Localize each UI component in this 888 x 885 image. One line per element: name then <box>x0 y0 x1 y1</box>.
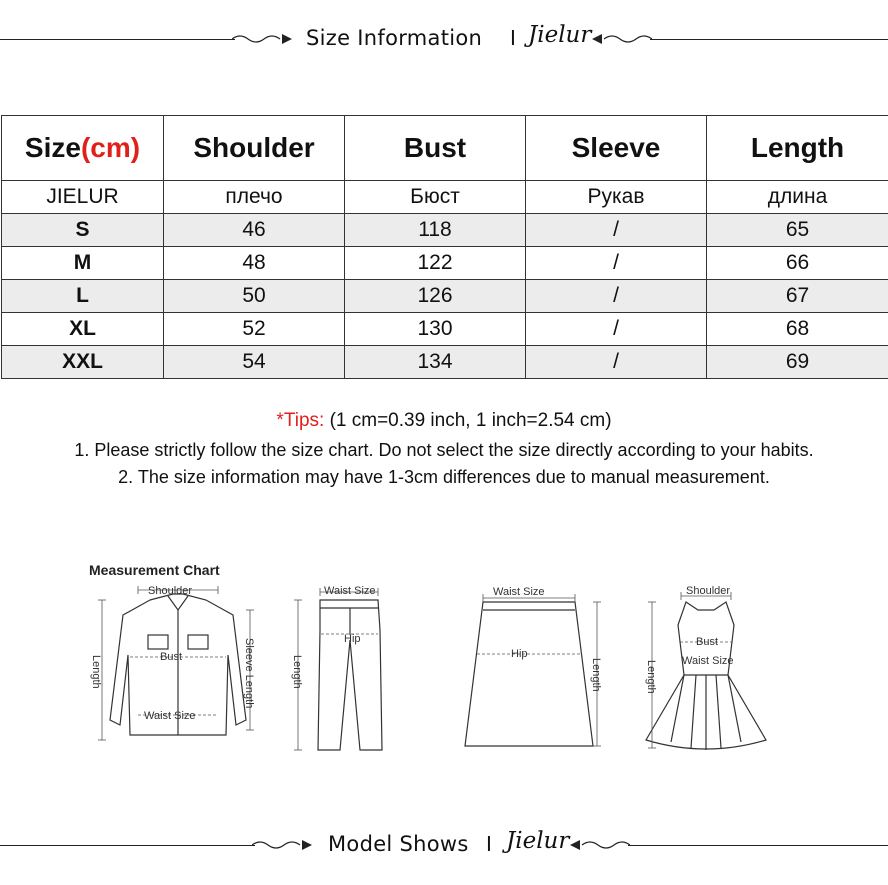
tips-heading <box>0 410 888 432</box>
dress-diagram <box>636 580 776 755</box>
header-banner <box>0 20 888 60</box>
flourish-right-icon <box>570 836 630 856</box>
flourish-left-icon <box>232 30 292 50</box>
banner-title: Model Shows <box>328 832 469 856</box>
banner-separator: I <box>510 26 516 50</box>
table-cell: Бюст <box>345 181 526 214</box>
dress-length-label: Length <box>645 660 657 694</box>
banner-line-left <box>0 39 235 40</box>
tips-conversion: (1 cm=0.39 inch, 1 inch=2.54 cm) <box>324 410 612 431</box>
table-row <box>2 280 888 313</box>
pants-hip-label: Hip <box>344 633 361 645</box>
footer-banner <box>0 826 888 866</box>
table-row <box>2 346 888 379</box>
table-cell: длина <box>707 181 888 214</box>
dress-waist-label: Waist Size <box>682 655 734 667</box>
table-cell: JIELUR <box>2 181 164 214</box>
table-cell: 69 <box>707 346 888 379</box>
shirt-diagram <box>88 580 268 750</box>
size-table <box>1 115 888 379</box>
table-cell: XL <box>2 313 164 346</box>
header-length: Length <box>707 116 888 181</box>
table-row <box>2 214 888 247</box>
banner-separator: I <box>486 832 492 856</box>
table-row <box>2 247 888 280</box>
header-bust: Bust <box>345 116 526 181</box>
header-size: Size(cm) <box>2 116 164 181</box>
shirt-waist-label: Waist Size <box>144 710 196 722</box>
skirt-hip-label: Hip <box>511 648 528 660</box>
header-sleeve: Sleeve <box>526 116 707 181</box>
shirt-bust-label: Bust <box>160 651 183 663</box>
table-header-row <box>2 116 888 181</box>
banner-line-right <box>628 845 888 846</box>
flourish-left-icon <box>252 836 312 856</box>
table-cell: 65 <box>707 214 888 247</box>
pants-length-label: Length <box>291 655 303 689</box>
table-cell: 134 <box>345 346 526 379</box>
shirt-length-label: Length <box>90 655 102 689</box>
measurement-chart-title: Measurement Chart <box>89 562 220 578</box>
table-cell: / <box>526 313 707 346</box>
table-cell: плечо <box>164 181 345 214</box>
skirt-diagram <box>455 578 605 753</box>
table-cell: / <box>526 247 707 280</box>
table-cell: / <box>526 214 707 247</box>
table-cell: 52 <box>164 313 345 346</box>
table-cell: S <box>2 214 164 247</box>
table-cell: 66 <box>707 247 888 280</box>
skirt-waist-label: Waist Size <box>493 586 545 598</box>
banner-brand: Jielur <box>506 828 570 854</box>
table-cell: 54 <box>164 346 345 379</box>
table-cell: / <box>526 280 707 313</box>
table-cell: M <box>2 247 164 280</box>
tips-label: *Tips: <box>276 410 325 431</box>
table-cell: 118 <box>345 214 526 247</box>
table-cell: 67 <box>707 280 888 313</box>
table-cell: 126 <box>345 280 526 313</box>
tips-line-2: 2. The size information may have 1-3cm differences due to manual measurement. <box>118 467 770 487</box>
table-cell: 50 <box>164 280 345 313</box>
table-cell: L <box>2 280 164 313</box>
table-cell: 122 <box>345 247 526 280</box>
table-cell: XXL <box>2 346 164 379</box>
table-cell: 130 <box>345 313 526 346</box>
table-cell: / <box>526 346 707 379</box>
skirt-length-label: Length <box>590 658 602 692</box>
banner-line-right <box>650 39 888 40</box>
pants-diagram <box>290 580 400 755</box>
banner-line-left <box>0 845 255 846</box>
table-cell: 48 <box>164 247 345 280</box>
table-cell: 46 <box>164 214 345 247</box>
table-row <box>2 313 888 346</box>
banner-brand: Jielur <box>528 22 592 48</box>
header-shoulder: Shoulder <box>164 116 345 181</box>
pants-waist-label: Waist Size <box>324 585 376 597</box>
table-cell: 68 <box>707 313 888 346</box>
banner-title: Size Information <box>306 26 483 50</box>
translation-row <box>2 181 888 214</box>
table-cell: Рукав <box>526 181 707 214</box>
tips-line-1: 1. Please strictly follow the size chart. Do not select the size directly according to your habits. <box>74 440 814 460</box>
shirt-shoulder-label: Shoulder <box>148 585 193 597</box>
flourish-right-icon <box>592 30 652 50</box>
dress-shoulder-label: Shoulder <box>686 585 731 597</box>
dress-bust-label: Bust <box>696 636 719 648</box>
shirt-sleeve-label: Sleeve Length <box>243 638 255 709</box>
